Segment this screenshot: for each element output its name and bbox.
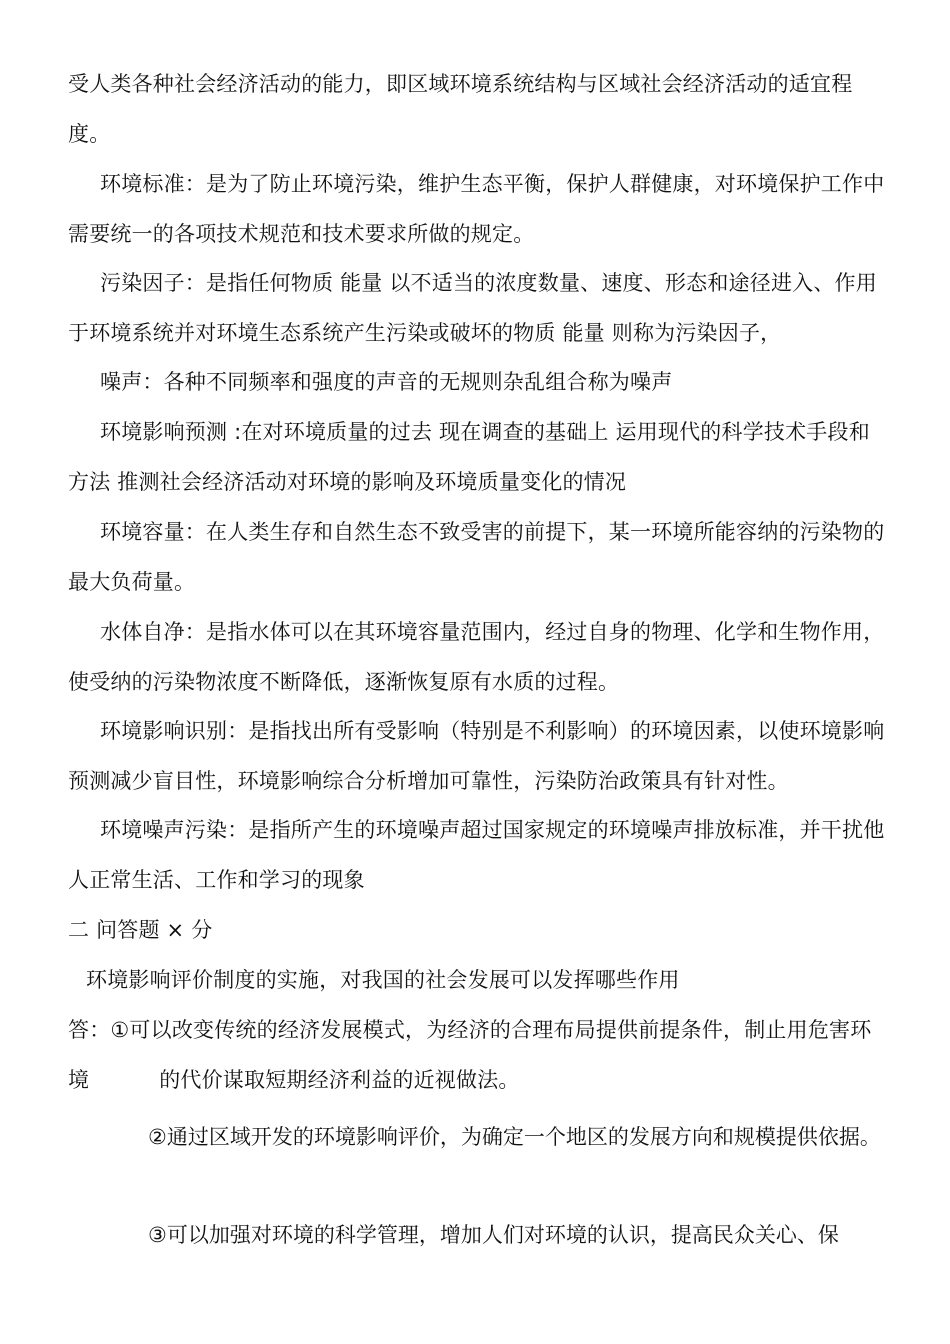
paragraph-noise: 噪声：各种不同频率和强度的声音的无规则杂乱组合称为噪声 (100, 370, 673, 394)
answer-first-part1: 答：①可以改变传统的经济发展模式，为经济的合理布局提供前提条件，制止用危害环境 (68, 1018, 872, 1092)
paragraph-intro-continued: 受人类各种社会经济活动的能力，即区域环境系统结构与区域社会经济活动的适宜程度。 (68, 72, 853, 146)
question-text: 环境影响评价制度的实施，对我国的社会发展可以发挥哪些作用 (86, 968, 680, 992)
answer-first-point (68, 1006, 886, 1105)
paragraph-environmental-standard: 环境标准：是为了防止环境污染，维护生态平衡，保护人群健康，对环境保护工作中需要统一的各项技术规范和技术要求所做的规定。 (68, 172, 885, 246)
paragraph-noise-pollution: 环境噪声污染：是指所产生的环境噪声超过国家规定的环境噪声排放标准，并干扰他人正常生活、工作和学习的现象 (68, 818, 885, 892)
paragraph-impact-identification: 环境影响识别：是指找出所有受影响（特别是不利影响）的环境因素，以使环境影响预测减少盲目性，环境影响综合分析增加可靠性，污染防治政策具有针对性。 (68, 719, 885, 793)
paragraph-environmental-capacity: 环境容量：在人类生存和自然生态不致受害的前提下，某一环境所能容纳的污染物的最大负荷量。 (68, 520, 885, 594)
answer-third-point: ③可以加强对环境的科学管理，增加人们对环境的认识，提高民众关心、保 (148, 1223, 839, 1247)
paragraph-impact-prediction: 环境影响预测 :在对环境质量的过去 现在调查的基础上 运用现代的科学技术手段和方法 推测社会经济活动对环境的影响及环境质量变化的情况 (68, 420, 870, 494)
answer-first-part2: 的代价谋取短期经济利益的近视做法。 (159, 1067, 520, 1092)
answer-second-point: ②通过区域开发的环境影响评价，为确定一个地区的发展方向和规模提供依据。 (148, 1125, 881, 1149)
paragraph-water-self-purification: 水体自净：是指水体可以在其环境容量范围内，经过自身的物理、化学和生物作用，使受纳的污染物浓度不断降低，逐渐恢复原有水质的过程。 (68, 620, 885, 694)
paragraph-pollution-factor: 污染因子：是指任何物质 能量 以不适当的浓度数量、速度、形态和途径进入、作用于环境系统并对环境生态系统产生污染或破坏的物质 能量 则称为污染因子， (68, 271, 877, 345)
section-heading: 二 问答题 × 分 (68, 918, 213, 942)
